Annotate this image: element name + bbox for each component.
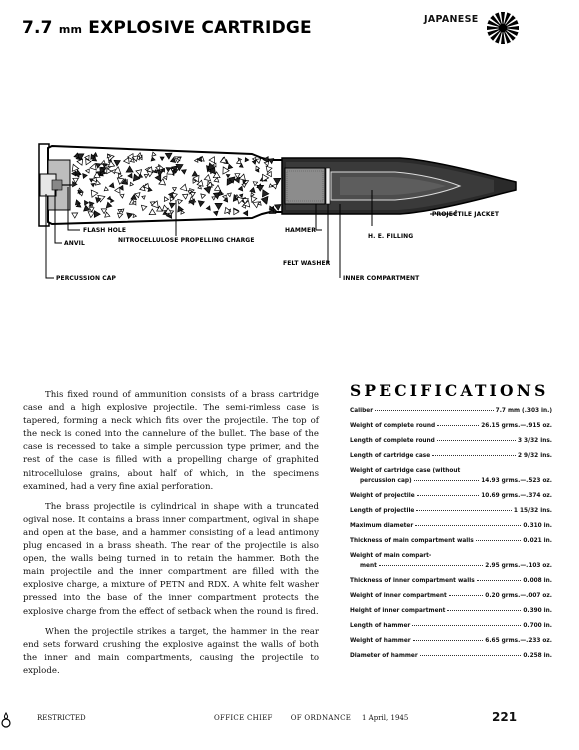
spec-row <box>350 538 552 544</box>
spec-value: 10.69 grms.—.374 oz. <box>481 493 552 499</box>
hammer <box>285 168 325 204</box>
paragraph: This fixed round of ammunition consists of a brass cartridge case and a high explosive projectile. The semi-rimless case is tapered, forming a neck which fits over the projectile. The top of the neck is coned into the cannelure of the bullet. The base of the case is recessed to take a simple percussion type primer, and the rest of the case is filled with a propelling charge of graphited nitrocellulose grains, about half of which, in the specimens examined, had a very fine axial perforation. <box>23 390 319 492</box>
spec-label: Thickness of inner compartment walls <box>350 578 475 584</box>
label-inner-compartment: INNER COMPARTMENT <box>343 275 420 282</box>
leader-dots <box>379 565 483 566</box>
spec-row-continued <box>350 478 552 484</box>
spec-value: 0.20 grms.—.007 oz. <box>485 593 552 599</box>
spec-label: Length of complete round <box>350 438 435 444</box>
cartridge-cross-section-diagram <box>0 0 579 300</box>
label-percussion-cap: PERCUSSION CAP <box>56 275 117 282</box>
spec-row-continued <box>350 563 552 569</box>
spec-row <box>350 653 552 659</box>
leader-dots <box>449 595 484 596</box>
spec-label: Thickness of main compartment walls <box>350 538 474 544</box>
spec-row <box>350 623 552 629</box>
spec-row <box>350 493 552 499</box>
page-footer <box>0 712 579 728</box>
spec-label: Weight of inner compartment <box>350 593 447 599</box>
paragraph: The brass projectile is cylindrical in shape with a truncated ogival nose. It contains a brass inner compartment, ogival in shape and open at the base, and a hammer consisting of a lead antimony plug encased in a brass sheath. The rear of the projectile is also open, the walls being turned in to retain the hammer. Both the main projectile and the inner compartment are filled with the explosive charge, a mixture of PETN and RDX. A white felt washer pressed into the base of the inner compartment protects the explosive charge from the effect of setback when the round is fired. <box>23 501 319 617</box>
label-felt-washer: FELT WASHER <box>283 260 331 267</box>
leader-dots <box>414 480 480 481</box>
nation-label: JAPANESE <box>424 14 479 25</box>
spec-row <box>350 638 552 644</box>
spec-label: Height of inner compartment <box>350 608 446 614</box>
spec-row <box>350 578 552 584</box>
spec-row <box>350 438 552 444</box>
flaming-bomb-icon <box>0 712 12 728</box>
leader-dots <box>420 655 522 656</box>
spec-value: 0.700 in. <box>523 623 552 629</box>
spec-label: Maximum diameter <box>350 523 414 529</box>
leader-dots <box>413 640 484 641</box>
spec-value: 0.310 in. <box>523 523 552 529</box>
anvil <box>52 180 62 190</box>
spec-row <box>350 593 552 599</box>
spec-value: 3 3/32 ins. <box>517 438 552 444</box>
spec-value: 2.95 grms.—.103 oz. <box>485 563 552 569</box>
paragraph: When the projectile strikes a target, the hammer in the rear end sets forward crushing the explosive against the walls of both the inner and main compartments, causing the projectile to explode. <box>23 626 319 676</box>
spec-row <box>350 553 552 559</box>
spec-value: 0.258 in. <box>523 653 552 659</box>
spec-value: 6.65 grms.—.233 oz. <box>485 638 552 644</box>
spec-value: 2 9/32 ins. <box>517 453 552 459</box>
label-projectile-jacket: PROJECTILE JACKET <box>432 211 500 218</box>
leader-dots <box>476 540 522 541</box>
spec-value: 0.390 in. <box>523 608 552 614</box>
label-flash-hole: FLASH HOLE <box>83 227 127 234</box>
page-number: 221 <box>492 710 518 724</box>
leader-dots <box>375 410 494 411</box>
spec-label: Length of hammer <box>350 623 411 629</box>
publication-date: 1 April, 1945 <box>362 714 409 722</box>
page-title: 7.7 mm EXPLOSIVE CARTRIDGE <box>22 18 312 38</box>
spec-label: Diameter of hammer <box>350 653 418 659</box>
spec-label: Weight of cartridge case (without <box>350 468 461 474</box>
spec-value: 26.15 grms.—.915 oz. <box>481 423 552 429</box>
spec-row <box>350 508 552 514</box>
leader-dots <box>437 440 516 441</box>
leader-dots <box>416 510 512 511</box>
classification-marking: RESTRICTED <box>37 714 86 722</box>
spec-label: Caliber <box>350 408 374 414</box>
spec-label: Weight of projectile <box>350 493 415 499</box>
spec-label: ment <box>360 563 377 569</box>
leader-dots <box>412 625 521 626</box>
label-he-filling: H. E. FILLING <box>368 233 414 240</box>
leader-dots <box>437 425 479 426</box>
leader-dots <box>432 455 516 456</box>
specifications-table <box>350 408 552 659</box>
label-propellant: NITROCELLULOSE PROPELLING CHARGE <box>118 237 255 244</box>
spec-row <box>350 423 552 429</box>
leader-dots <box>477 580 522 581</box>
spec-row <box>350 608 552 614</box>
spec-row <box>350 523 552 529</box>
spec-value: 1 15/32 ins. <box>513 508 552 514</box>
spec-value: 7.7 mm (.303 in.) <box>495 408 552 414</box>
leader-dots <box>447 610 521 611</box>
specifications-heading: SPECIFICATIONS <box>350 381 549 400</box>
felt-washer <box>326 168 330 204</box>
label-hammer: HAMMER <box>285 227 316 234</box>
spec-row <box>350 468 552 474</box>
spec-value: 0.008 in. <box>523 578 552 584</box>
office-name: OFFICE CHIEF OF ORDNANCE <box>214 714 352 722</box>
spec-label: Length of projectile <box>350 508 415 514</box>
spec-value: 14.93 grms.—.523 oz. <box>481 478 552 484</box>
spec-label: Length of cartridge case <box>350 453 431 459</box>
label-anvil: ANVIL <box>64 240 85 247</box>
spec-label: Weight of complete round <box>350 423 436 429</box>
leader-dots <box>417 495 480 496</box>
description-text <box>23 389 319 685</box>
leader-dots <box>415 525 521 526</box>
spec-label: Weight of main compart- <box>350 553 432 559</box>
spec-row <box>350 453 552 459</box>
spec-label: Weight of hammer <box>350 638 411 644</box>
spec-row <box>350 408 552 414</box>
spec-value: 0.021 in. <box>523 538 552 544</box>
spec-label: percussion cap) <box>360 478 412 484</box>
